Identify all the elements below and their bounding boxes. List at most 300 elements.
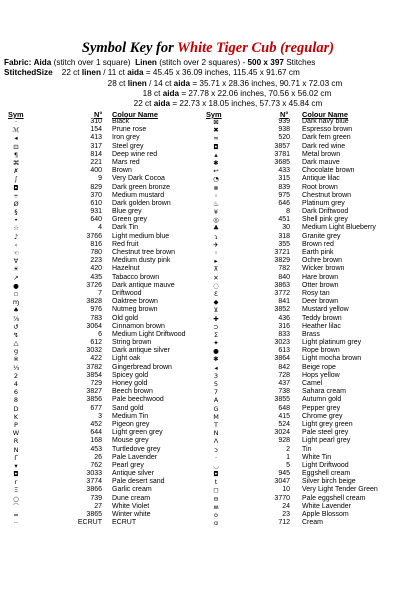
colour-name: Mars red xyxy=(112,158,140,166)
colour-name: Antique lilac xyxy=(302,175,340,183)
colour-name: Red fruit xyxy=(112,240,139,248)
thread-number: 3863 xyxy=(274,281,290,289)
thread-number: 816 xyxy=(90,240,102,248)
colour-name: Light oak xyxy=(112,355,141,363)
symbol-icon: ∞ xyxy=(213,134,219,143)
thread-number: 739 xyxy=(90,494,102,502)
colour-name: Pale beechwood xyxy=(112,396,164,404)
header-num-right: N° xyxy=(280,110,289,119)
thread-number: 154 xyxy=(90,126,102,134)
header-name-right: Colour Name xyxy=(302,110,348,119)
thread-number: 420 xyxy=(90,265,102,273)
colour-name: Sand gold xyxy=(112,404,144,412)
colour-name: Dark green bronze xyxy=(112,183,170,191)
symbol-icon: D xyxy=(13,404,19,413)
size-pre: 18 ct xyxy=(142,89,161,98)
size-pre: 22 ct xyxy=(133,99,152,108)
symbol-icon: ● xyxy=(13,281,19,290)
symbol-icon: ✈ xyxy=(213,240,219,249)
symbol-icon: ⊠ xyxy=(213,118,219,126)
thread-number: 841 xyxy=(278,298,290,306)
symbol-icon: 2 xyxy=(13,371,19,380)
symbol-icon: Σ xyxy=(213,330,219,339)
symbol-icon: ℳ xyxy=(12,126,20,135)
symbol-icon: 5 xyxy=(213,380,219,388)
colour-name: Ochre brown xyxy=(302,257,343,265)
thread-number: 840 xyxy=(278,273,290,281)
symbol-icon: P xyxy=(14,420,18,429)
thread-number: 435 xyxy=(90,273,102,281)
size-line-0 xyxy=(4,68,300,78)
colour-name: Tin xyxy=(302,445,312,453)
symbol-icon: Γ xyxy=(14,453,18,462)
colour-name: Chocolate brown xyxy=(302,167,355,175)
thread-number: 612 xyxy=(90,339,102,347)
colour-name: Teddy brown xyxy=(302,314,342,322)
symbol-icon: A xyxy=(213,396,219,405)
colour-name: White Tin xyxy=(302,453,332,461)
colour-name: Steel grey xyxy=(112,142,144,150)
symbol-icon: • xyxy=(14,216,18,225)
colour-name: Otter brown xyxy=(302,281,339,289)
colour-name: Brown xyxy=(112,167,132,175)
symbol-icon: ✗ xyxy=(13,167,19,176)
symbol-icon: ɔ xyxy=(214,445,218,454)
colour-name: Deep wine red xyxy=(112,150,158,158)
size-pre: 28 ct xyxy=(107,79,126,88)
colour-name: Antique silver xyxy=(112,470,155,478)
colour-name: Honey gold xyxy=(112,380,148,387)
colour-name: Old gold xyxy=(112,314,139,322)
symbol-icon: 7 xyxy=(213,388,219,397)
symbol-icon: ◘ xyxy=(213,470,219,479)
symbol-icon: ♪ xyxy=(13,232,19,241)
symbol-icon: G xyxy=(213,404,219,413)
thread-number: 415 xyxy=(278,412,290,420)
symbol-icon: ♣ xyxy=(213,224,219,233)
thread-number: 3852 xyxy=(274,306,290,314)
size-fab2: aida xyxy=(127,68,144,77)
size-mid: / 11 ct xyxy=(100,68,125,77)
thread-number: 648 xyxy=(278,404,290,412)
thread-number: 23 xyxy=(282,511,290,518)
symbol-icon: ↗ xyxy=(13,273,19,282)
symbol-icon: · xyxy=(14,118,18,126)
colour-name: Mouse grey xyxy=(112,437,149,445)
symbol-icon: ▴ xyxy=(214,150,218,159)
symbol-icon: ◂ xyxy=(214,363,218,372)
thread-number: 3774 xyxy=(86,478,102,486)
symbol-icon: ◘ xyxy=(13,183,19,192)
size-line-2 xyxy=(0,89,416,99)
colour-name: Root brown xyxy=(302,183,338,191)
thread-number: 437 xyxy=(278,380,290,387)
thread-number: 2 xyxy=(286,445,290,453)
symbol-icon: § xyxy=(14,208,18,217)
colour-name: Dune cream xyxy=(112,494,151,502)
colour-name: Medium dusty pink xyxy=(112,257,171,265)
symbol-icon: ◻ xyxy=(213,486,219,495)
colour-name: Earth pink xyxy=(302,249,334,256)
colour-name: Wicker brown xyxy=(302,265,345,273)
colour-name: ECRUT xyxy=(112,519,137,527)
thread-number: 728 xyxy=(278,371,290,379)
thread-number: 6 xyxy=(98,330,102,338)
colour-name: Green grey xyxy=(112,216,148,224)
colour-name: Very Light Tender Green xyxy=(302,486,378,494)
colour-name: Dark mauve xyxy=(302,158,340,166)
header-name-left: Colour Name xyxy=(112,110,158,119)
thread-number: 842 xyxy=(278,363,290,371)
symbol-icon: ◆ xyxy=(213,298,219,307)
thread-number: 945 xyxy=(278,470,290,478)
colour-name: Rosy tan xyxy=(302,289,330,297)
symbol-icon: ✱ xyxy=(213,158,219,167)
fabric-linen: Linen xyxy=(135,58,157,67)
symbol-icon: 6 xyxy=(13,388,19,397)
thread-number: 814 xyxy=(90,150,102,158)
thread-number: 782 xyxy=(278,265,290,273)
thread-number: 976 xyxy=(90,306,102,314)
colour-name: Dark fern green xyxy=(302,134,351,142)
thread-number: 938 xyxy=(278,126,290,134)
thread-number: 3024 xyxy=(274,429,290,437)
colour-name: Pigeon grey xyxy=(112,420,150,428)
thread-number: 4 xyxy=(98,224,102,232)
thread-number: 3857 xyxy=(274,142,290,150)
symbol-icon: ∫ xyxy=(14,175,18,184)
symbol-icon: ◘ xyxy=(13,470,19,479)
colour-name: Light medium blue xyxy=(112,232,170,240)
size-post: = 22.73 x 18.05 inches, 57.73 x 45.84 cm xyxy=(170,99,323,108)
thread-number: 524 xyxy=(278,420,290,428)
thread-number: 3770 xyxy=(274,494,290,502)
thread-number: 3064 xyxy=(86,322,102,330)
colour-name: Light grey green xyxy=(302,420,353,428)
colour-name: Medium Light Driftwood xyxy=(112,330,186,338)
colour-name: Deer brown xyxy=(302,298,339,306)
thread-number: 3827 xyxy=(86,388,102,396)
thread-number: 729 xyxy=(90,380,102,387)
colour-name: Chestnut brown xyxy=(302,191,352,199)
thread-number: 613 xyxy=(278,347,290,355)
thread-number: 3782 xyxy=(86,363,102,371)
colour-name: Light mocha brown xyxy=(302,355,362,363)
thread-number: 712 xyxy=(278,519,290,527)
colour-name: Pearl grey xyxy=(112,461,144,469)
colour-name: Metal brown xyxy=(302,150,341,158)
symbol-icon: Ø xyxy=(13,199,19,208)
symbol-icon: ·· xyxy=(13,519,19,528)
symbol-icon: K xyxy=(13,412,19,421)
thread-number: 839 xyxy=(278,183,290,191)
thread-number: 221 xyxy=(90,158,102,166)
thread-number: 223 xyxy=(90,257,102,265)
thread-number: 317 xyxy=(90,142,102,150)
colour-name: Pale eggshell cream xyxy=(302,494,366,502)
colour-name: Dark antique mauve xyxy=(112,281,175,289)
fabric-linen-note: (stitch over 2 squares) - xyxy=(159,58,246,67)
symbol-icon: ⊃ xyxy=(213,322,219,331)
symbol-icon: ʍ xyxy=(213,502,219,511)
thread-number: 3781 xyxy=(274,150,290,158)
thread-number: 10 xyxy=(282,486,290,494)
colour-name: Heather lilac xyxy=(302,322,341,330)
symbol-icon: ↯ xyxy=(13,330,19,339)
colour-name: Medium mustard xyxy=(112,191,165,199)
thread-number: 677 xyxy=(90,404,102,412)
symbol-icon: ◔ xyxy=(213,175,219,184)
colour-name: Brass xyxy=(302,330,320,338)
thread-number: 931 xyxy=(90,208,102,216)
thread-number: ECRUT xyxy=(77,519,102,527)
symbol-icon: 4 xyxy=(13,380,19,388)
colour-name: Tabacco brown xyxy=(112,273,160,281)
symbol-icon: ● xyxy=(213,347,219,356)
colour-name: Turtledove grey xyxy=(112,445,161,453)
thread-number: 3828 xyxy=(86,298,102,306)
colour-name: Sahara cream xyxy=(302,388,346,396)
thread-number: 436 xyxy=(278,314,290,322)
symbol-icon: t xyxy=(214,478,218,487)
colour-name: Brown red xyxy=(302,240,334,248)
colour-name: Autumn gold xyxy=(302,396,342,404)
colour-name: Dark navy blue xyxy=(302,118,349,125)
thread-number: 3721 xyxy=(274,249,290,256)
thread-number: 928 xyxy=(278,437,290,445)
symbol-icon: ɿ xyxy=(214,232,218,241)
thread-number: 422 xyxy=(90,355,102,363)
symbol-icon: ⊗ xyxy=(213,183,219,192)
symbol-icon: ⌘ xyxy=(12,158,20,167)
colour-name: Driftwood xyxy=(112,289,142,297)
colour-name: Dark red wine xyxy=(302,142,346,150)
thread-number: 610 xyxy=(90,199,102,207)
size-fab1: linen xyxy=(81,68,101,77)
symbol-icon: r xyxy=(14,478,18,487)
symbol-icon: ց xyxy=(13,347,19,356)
thread-number: 780 xyxy=(90,249,102,256)
header-sym-right: Sym xyxy=(206,110,222,119)
colour-name: Nutmeg brown xyxy=(112,306,158,314)
symbol-icon: T xyxy=(214,420,218,429)
symbol-icon: ◎ xyxy=(213,216,219,225)
colour-name: Pale Lavender xyxy=(112,453,158,461)
symbol-icon: ▾ xyxy=(14,461,18,470)
colour-name: Rope brown xyxy=(302,347,340,355)
thread-number: 833 xyxy=(278,330,290,338)
symbol-icon: ↩ xyxy=(213,167,219,176)
symbol-icon: ⊖ xyxy=(213,494,219,503)
thread-number: 3726 xyxy=(86,281,102,289)
symbol-icon: ÷ xyxy=(13,191,19,200)
colour-name: Pale steel grey xyxy=(302,429,349,437)
thread-number: 9 xyxy=(98,175,102,183)
colour-name: Winter white xyxy=(112,511,151,518)
symbol-icon: ∀ xyxy=(13,257,19,266)
header-sym-left: Sym xyxy=(8,110,24,119)
thread-number: 3854 xyxy=(86,371,102,379)
thread-number: 762 xyxy=(90,461,102,469)
colour-name: Very Dark Cocoa xyxy=(112,175,165,183)
colour-name: Platinum grey xyxy=(302,199,345,207)
colour-name: Pepper grey xyxy=(302,404,341,412)
thread-number: 3856 xyxy=(86,396,102,404)
colour-name: Dark antique silver xyxy=(112,347,170,355)
thread-number: 453 xyxy=(90,445,102,453)
symbol-icon: ⊼ xyxy=(213,265,219,274)
header-num-left: N° xyxy=(94,110,103,119)
thread-number: 318 xyxy=(278,232,290,240)
thread-number: 3766 xyxy=(86,232,102,240)
symbol-icon: R xyxy=(13,437,19,446)
colour-name: Hazelnut xyxy=(112,265,140,273)
colour-name: String brown xyxy=(112,339,152,347)
symbol-icon: ☆ xyxy=(13,224,19,233)
symbol-icon: Ξ xyxy=(13,486,19,495)
size-mid: / 14 ct xyxy=(146,79,172,88)
symbol-icon: ☜ xyxy=(13,249,19,257)
fabric-line xyxy=(4,58,315,68)
symbol-icon: ɑ xyxy=(213,519,219,528)
symbol-icon: ◡ xyxy=(213,461,219,470)
colour-name: Beech brown xyxy=(112,388,153,396)
thread-number: 520 xyxy=(278,134,290,142)
thread-number: 3047 xyxy=(274,478,290,486)
colour-name: Garlic cream xyxy=(112,486,152,494)
colour-name: Chrome grey xyxy=(302,412,343,420)
thread-number: 3829 xyxy=(274,257,290,265)
colour-name: Dark Driftwood xyxy=(302,208,349,216)
symbol-icon: ⅞ xyxy=(12,314,20,323)
thread-number: 433 xyxy=(278,167,290,175)
thread-number: 310 xyxy=(90,118,102,125)
symbol-icon: ♠ xyxy=(13,306,19,315)
colour-name: Cream xyxy=(302,519,324,527)
thread-number: 3 xyxy=(98,412,102,420)
thread-number: 24 xyxy=(282,502,290,510)
symbol-icon: ⊻ xyxy=(213,306,219,315)
colour-name: Mustard yellow xyxy=(302,306,349,314)
symbol-icon: ¶ xyxy=(13,150,19,159)
thread-number: 370 xyxy=(90,191,102,199)
symbol-icon: ↺ xyxy=(13,322,19,331)
symbol-icon: 8 xyxy=(13,396,19,405)
symbol-icon: △ xyxy=(13,339,19,348)
thread-number: 5 xyxy=(286,461,290,469)
colour-name: Light green grey xyxy=(112,429,163,437)
symbol-icon: ‹ xyxy=(14,240,18,249)
symbol-icon: ▫ xyxy=(13,289,19,298)
size-fab1: linen xyxy=(127,79,147,88)
colour-name: Apple Blossom xyxy=(302,511,349,518)
thread-number: 640 xyxy=(90,216,102,224)
thread-number: 316 xyxy=(278,322,290,330)
colour-name: Blue grey xyxy=(112,208,142,216)
symbol-icon: ◦ xyxy=(214,249,218,257)
thread-number: 3023 xyxy=(274,339,290,347)
symbol-icon: ◘ xyxy=(213,142,219,151)
size-line-1 xyxy=(0,79,416,89)
thread-number: 3866 xyxy=(86,486,102,494)
colour-name: Oaktree brown xyxy=(112,298,158,306)
thread-number: 783 xyxy=(90,314,102,322)
thread-number: 26 xyxy=(94,453,102,461)
colour-name: Beige rope xyxy=(302,363,336,371)
thread-number: 3865 xyxy=(86,511,102,518)
colour-name: Pale desert sand xyxy=(112,478,165,486)
colour-name: Medium Light Blueberry xyxy=(302,224,376,232)
size-pre: 22 ct xyxy=(61,68,80,77)
thread-number: 413 xyxy=(90,134,102,142)
symbol-icon: ✕ xyxy=(213,273,219,282)
fabric-label: Fabric: xyxy=(4,58,32,67)
colour-name: Hops yellow xyxy=(302,371,340,379)
thread-number: 738 xyxy=(278,388,290,396)
page-title xyxy=(0,40,416,57)
colour-name: Hare brown xyxy=(302,273,339,281)
colour-name: White Lavender xyxy=(302,502,352,510)
pattern-name: White Tiger Cub (regular) xyxy=(177,40,335,56)
symbol-icon: ⌒ xyxy=(12,502,20,511)
thread-number: 27 xyxy=(94,502,102,510)
colour-name: Shell pink grey xyxy=(302,216,348,224)
colour-name: Light Driftwood xyxy=(302,461,349,469)
thread-number: 451 xyxy=(278,216,290,224)
colour-name: Light platinum grey xyxy=(302,339,362,347)
symbol-icon: ◦ xyxy=(214,191,218,200)
colour-name: Silver birch beige xyxy=(302,478,356,486)
thread-number: 168 xyxy=(90,437,102,445)
symbol-icon: ⊡ xyxy=(13,142,19,151)
symbol-icon: W xyxy=(12,429,20,438)
thread-number: 939 xyxy=(278,118,290,125)
thread-number: 1 xyxy=(286,453,290,461)
size-line-3 xyxy=(0,99,416,109)
title-prefix: Symbol Key for xyxy=(81,40,174,56)
thread-number: 400 xyxy=(90,167,102,175)
symbol-icon: ◂ xyxy=(14,134,18,143)
symbol-icon: ✚ xyxy=(213,314,219,323)
colour-name: Camel xyxy=(302,380,323,387)
size-fab2: aida xyxy=(162,89,180,98)
colour-name: Medium Tin xyxy=(112,412,149,420)
thread-number: 3032 xyxy=(86,347,102,355)
thread-number: 3855 xyxy=(274,396,290,404)
size-fab2: aida xyxy=(173,79,191,88)
colour-name: Dark golden brown xyxy=(112,199,171,207)
colour-name: Cinnamon brown xyxy=(112,322,165,330)
symbol-icon: ✖ xyxy=(213,126,219,135)
thread-number: 3864 xyxy=(274,355,290,363)
symbol-icon: ○ xyxy=(13,494,19,503)
symbol-icon: N xyxy=(213,429,219,438)
colour-name: Light pearl grey xyxy=(302,437,351,445)
colour-name: Iron grey xyxy=(112,134,140,142)
colour-name: Granite grey xyxy=(302,232,341,240)
symbol-icon: · xyxy=(214,453,218,462)
colour-name: Prune rose xyxy=(112,126,147,134)
thread-number: 3772 xyxy=(274,289,290,297)
symbol-icon: ⅓ xyxy=(12,363,20,372)
symbol-icon: ¥ xyxy=(213,208,219,217)
symbol-icon: ◌ xyxy=(213,281,219,290)
symbol-icon: o xyxy=(214,511,218,519)
size-fab2: aida xyxy=(153,99,171,108)
symbol-icon: = xyxy=(13,511,19,519)
symbol-icon: ɱ xyxy=(12,298,20,307)
colour-name: White Violet xyxy=(112,502,150,510)
